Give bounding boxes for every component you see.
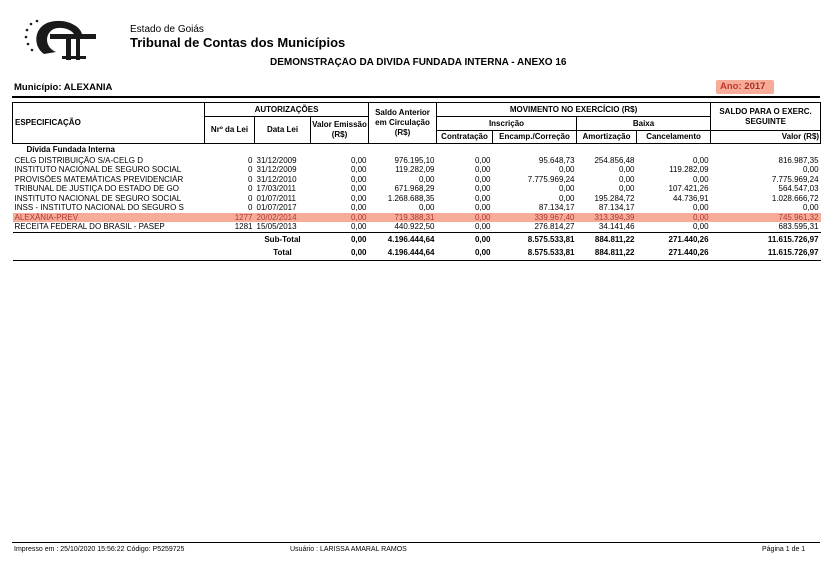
col-contratacao: Contratação xyxy=(437,131,493,144)
subtotal-value: 0,00 xyxy=(437,232,493,246)
cell-contratacao: 0,00 xyxy=(474,184,491,193)
col-movimento: MOVIMENTO NO EXERCÍCIO (R$) xyxy=(437,103,711,117)
cell-valor-emissao: 0,00 xyxy=(350,203,367,212)
cell-nr-lei: 0 xyxy=(248,174,253,184)
cell-encamp: 95.648,73 xyxy=(538,155,575,165)
cell-nr-lei: 0 xyxy=(248,203,253,212)
cell-cancelamento: 0,00 xyxy=(692,222,709,231)
cell-amortizacao: 87.134,17 xyxy=(598,203,635,212)
cell-amortizacao: 34.141,46 xyxy=(598,222,635,231)
cell-data-lei: 20/02/2014 xyxy=(255,213,311,223)
cell-data-lei: 01/07/2017 xyxy=(256,203,297,212)
total-value: 0,00 xyxy=(311,246,369,260)
cell-saldo-anterior: 440.922,50 xyxy=(394,222,435,231)
cell-saldo-anterior: 671.968,29 xyxy=(394,184,435,193)
cell-valor-emissao: 0,00 xyxy=(350,165,367,174)
col-especificacao: ESPECIFICAÇÃO xyxy=(13,103,205,144)
cell-nr-lei: 1281 xyxy=(234,222,253,231)
cell-amortizacao: 0,00 xyxy=(618,184,635,193)
col-valor-emissao: Valor Emissão (R$) xyxy=(311,117,369,144)
cell-data-lei: 01/07/2011 xyxy=(256,193,296,203)
cell-nr-lei: 1277 xyxy=(205,213,255,223)
subtotal-value: 884.811,22 xyxy=(577,232,637,246)
cell-amortizacao: 254.856,48 xyxy=(594,155,635,165)
cell-cancelamento: 44.736,91 xyxy=(672,193,709,203)
cell-saldo-anterior: 119.282,09 xyxy=(395,165,435,174)
cell-valor-emissao: 0,00 xyxy=(350,193,367,203)
cell-cancelamento: 107.421,26 xyxy=(668,184,709,193)
cell-valor: 0,00 xyxy=(802,203,819,212)
cell-data-lei: 15/05/2013 xyxy=(256,222,297,231)
table-row xyxy=(13,184,821,194)
total-value: 4.196.444,64 xyxy=(369,246,437,260)
cell-especificacao: INSTITUTO NACIONAL DE SEGURO SOCIAL xyxy=(14,193,182,203)
col-valor: Valor (R$) xyxy=(711,131,821,144)
cell-cancelamento: 0,00 xyxy=(637,213,711,223)
table-row xyxy=(13,194,821,204)
state-name: Estado de Goiás xyxy=(130,24,204,35)
col-saldo-seguinte: SALDO PARA O EXERC. SEGUINTE xyxy=(711,103,821,131)
cell-amortizacao: 313.394,39 xyxy=(577,213,637,223)
cell-encamp: 0,00 xyxy=(558,165,575,174)
total-value: 271.440,26 xyxy=(637,246,711,260)
cell-especificacao: INSS - INSTITUTO NACIONAL DO SEGURO S xyxy=(14,203,184,212)
col-cancelamento: Cancelamento xyxy=(637,131,711,144)
cell-valor-emissao: 0,00 xyxy=(350,174,367,184)
cell-valor-emissao: 0,00 xyxy=(350,155,367,165)
col-baixa: Baixa xyxy=(577,117,711,131)
table-row xyxy=(13,213,821,223)
cell-nr-lei: 0 xyxy=(248,184,253,193)
cell-encamp: 339.967,40 xyxy=(493,213,577,223)
cell-valor-emissao: 0,00 xyxy=(350,184,367,193)
subtotal-value: 0,00 xyxy=(311,232,369,246)
cell-especificacao: CELG DISTRIBUIÇÃO S/A-CELG D xyxy=(14,155,143,165)
municipio xyxy=(14,82,112,93)
cell-especificacao: PROVISÕES MATEMÁTICAS PREVIDENCIÁR xyxy=(14,174,184,184)
subtotal-value: 11.615.726,97 xyxy=(711,232,821,246)
table-row xyxy=(13,175,821,185)
cell-encamp: 7.775.969,24 xyxy=(527,174,575,184)
cell-data-lei: 31/12/2010 xyxy=(256,174,297,184)
subtotal-value: 271.440,26 xyxy=(637,232,711,246)
subtotal-value: 4.196.444,64 xyxy=(369,232,437,246)
cell-saldo-anterior: 719.388,31 xyxy=(369,213,437,223)
cell-saldo-anterior: 1.268.688,35 xyxy=(387,193,435,203)
report-title: DEMONSTRAÇÃO DA DÍVIDA FUNDADA INTERNA - ANEXO 16 xyxy=(270,57,567,68)
cell-data-lei: 31/12/2009 xyxy=(256,155,297,165)
page-number: Página 1 de 1 xyxy=(762,546,806,553)
ano-badge xyxy=(716,80,774,94)
cell-especificacao: ALEXÂNIA-PREV xyxy=(13,213,205,223)
cell-cancelamento: 0,00 xyxy=(692,203,709,212)
table-row xyxy=(13,203,821,213)
cell-saldo-anterior: 0,00 xyxy=(418,203,435,212)
cell-encamp: 0,00 xyxy=(558,184,575,193)
subtotal-row xyxy=(13,232,821,246)
cell-valor: 0,00 xyxy=(802,165,819,174)
cell-nr-lei: 0 xyxy=(248,193,253,203)
footer-rule xyxy=(12,542,820,543)
cell-valor: 816.987,35 xyxy=(778,155,819,165)
cell-encamp: 0,00 xyxy=(558,193,575,203)
col-autorizacoes: AUTORIZAÇÕES xyxy=(205,103,369,117)
total-value: 11.615.726,97 xyxy=(711,246,821,260)
ano-label: Ano: xyxy=(720,81,742,92)
cell-valor: 1.028.666,72 xyxy=(771,193,819,203)
section-label: Dívida Fundada Interna xyxy=(13,144,821,156)
header-rule xyxy=(12,96,820,98)
court-name: Tribunal de Contas dos Municípios xyxy=(130,35,346,50)
cell-contratacao: 0,00 xyxy=(474,222,491,231)
cell-amortizacao: 195.284,72 xyxy=(594,193,635,203)
cell-amortizacao: 0,00 xyxy=(618,174,635,184)
col-nr-lei: Nrº da Lei xyxy=(205,117,255,144)
cell-contratacao: 0,00 xyxy=(474,193,491,203)
subtotal-value: 8.575.533,81 xyxy=(493,232,577,246)
cell-encamp: 87.134,17 xyxy=(538,203,575,212)
ano-value: 2017 xyxy=(744,81,766,92)
cell-cancelamento: 119.282,09 xyxy=(669,165,709,174)
col-saldo-anterior: Saldo Anterior em Circulação (R$) xyxy=(369,103,437,144)
col-amortizacao: Amortização xyxy=(577,131,637,144)
total-value: 0,00 xyxy=(437,246,493,260)
cell-contratacao: 0,00 xyxy=(437,213,493,223)
user-info: Usuário : LARISSA AMARAL RAMOS xyxy=(290,546,407,553)
cell-valor: 7.775.969,24 xyxy=(771,174,819,184)
total-value: 8.575.533,81 xyxy=(493,246,577,260)
cell-nr-lei: 0 xyxy=(248,165,253,174)
cell-especificacao: RECEITA FEDERAL DO BRASIL - PASEP xyxy=(14,222,165,231)
table-row xyxy=(13,165,821,175)
cell-cancelamento: 0,00 xyxy=(692,155,709,165)
cell-amortizacao: 0,00 xyxy=(618,165,635,174)
cell-valor: 683.595,31 xyxy=(778,222,819,231)
cell-contratacao: 0,00 xyxy=(474,155,491,165)
municipio-value: ALEXANIA xyxy=(63,82,113,93)
cell-contratacao: 0,00 xyxy=(474,174,491,184)
cell-encamp: 276.814,27 xyxy=(534,222,575,231)
cell-data-lei: 31/12/2009 xyxy=(256,165,297,174)
cell-nr-lei: 0 xyxy=(248,155,253,165)
table-row xyxy=(13,156,821,166)
col-data-lei: Data Lei xyxy=(255,117,311,144)
total-label: Total xyxy=(255,246,311,260)
subtotal-label: Sub-Total xyxy=(255,232,311,246)
cell-valor: 564.547,03 xyxy=(778,184,819,193)
col-inscricao: Inscrição xyxy=(437,117,577,131)
cell-data-lei: 17/03/2011 xyxy=(256,184,296,193)
cell-cancelamento: 0,00 xyxy=(692,174,709,184)
cell-valor: 745.961,32 xyxy=(711,213,821,223)
cell-contratacao: 0,00 xyxy=(474,203,491,212)
cell-contratacao: 0,00 xyxy=(474,165,491,174)
total-row xyxy=(13,246,821,260)
cell-especificacao: INSTITUTO NACIONAL DE SEGURO SOCIAL xyxy=(14,165,182,174)
tcm-logo-icon xyxy=(22,16,102,62)
table-row xyxy=(13,222,821,232)
cell-especificacao: TRIBUNAL DE JUSTIÇA DO ESTADO DE GO xyxy=(14,184,179,193)
cell-valor-emissao: 0,00 xyxy=(350,222,367,231)
cell-valor-emissao: 0,00 xyxy=(311,213,369,223)
printed-info: Impresso em : 25/10/2020 15:56:22 Código: P5259725 xyxy=(14,546,185,553)
municipio-label: Município: xyxy=(14,82,62,93)
debt-table xyxy=(12,102,821,261)
total-value: 884.811,22 xyxy=(577,246,637,260)
cell-saldo-anterior: 0,00 xyxy=(418,174,435,184)
cell-saldo-anterior: 976.195,10 xyxy=(394,155,435,165)
col-encamp: Encamp./Correção xyxy=(493,131,577,144)
